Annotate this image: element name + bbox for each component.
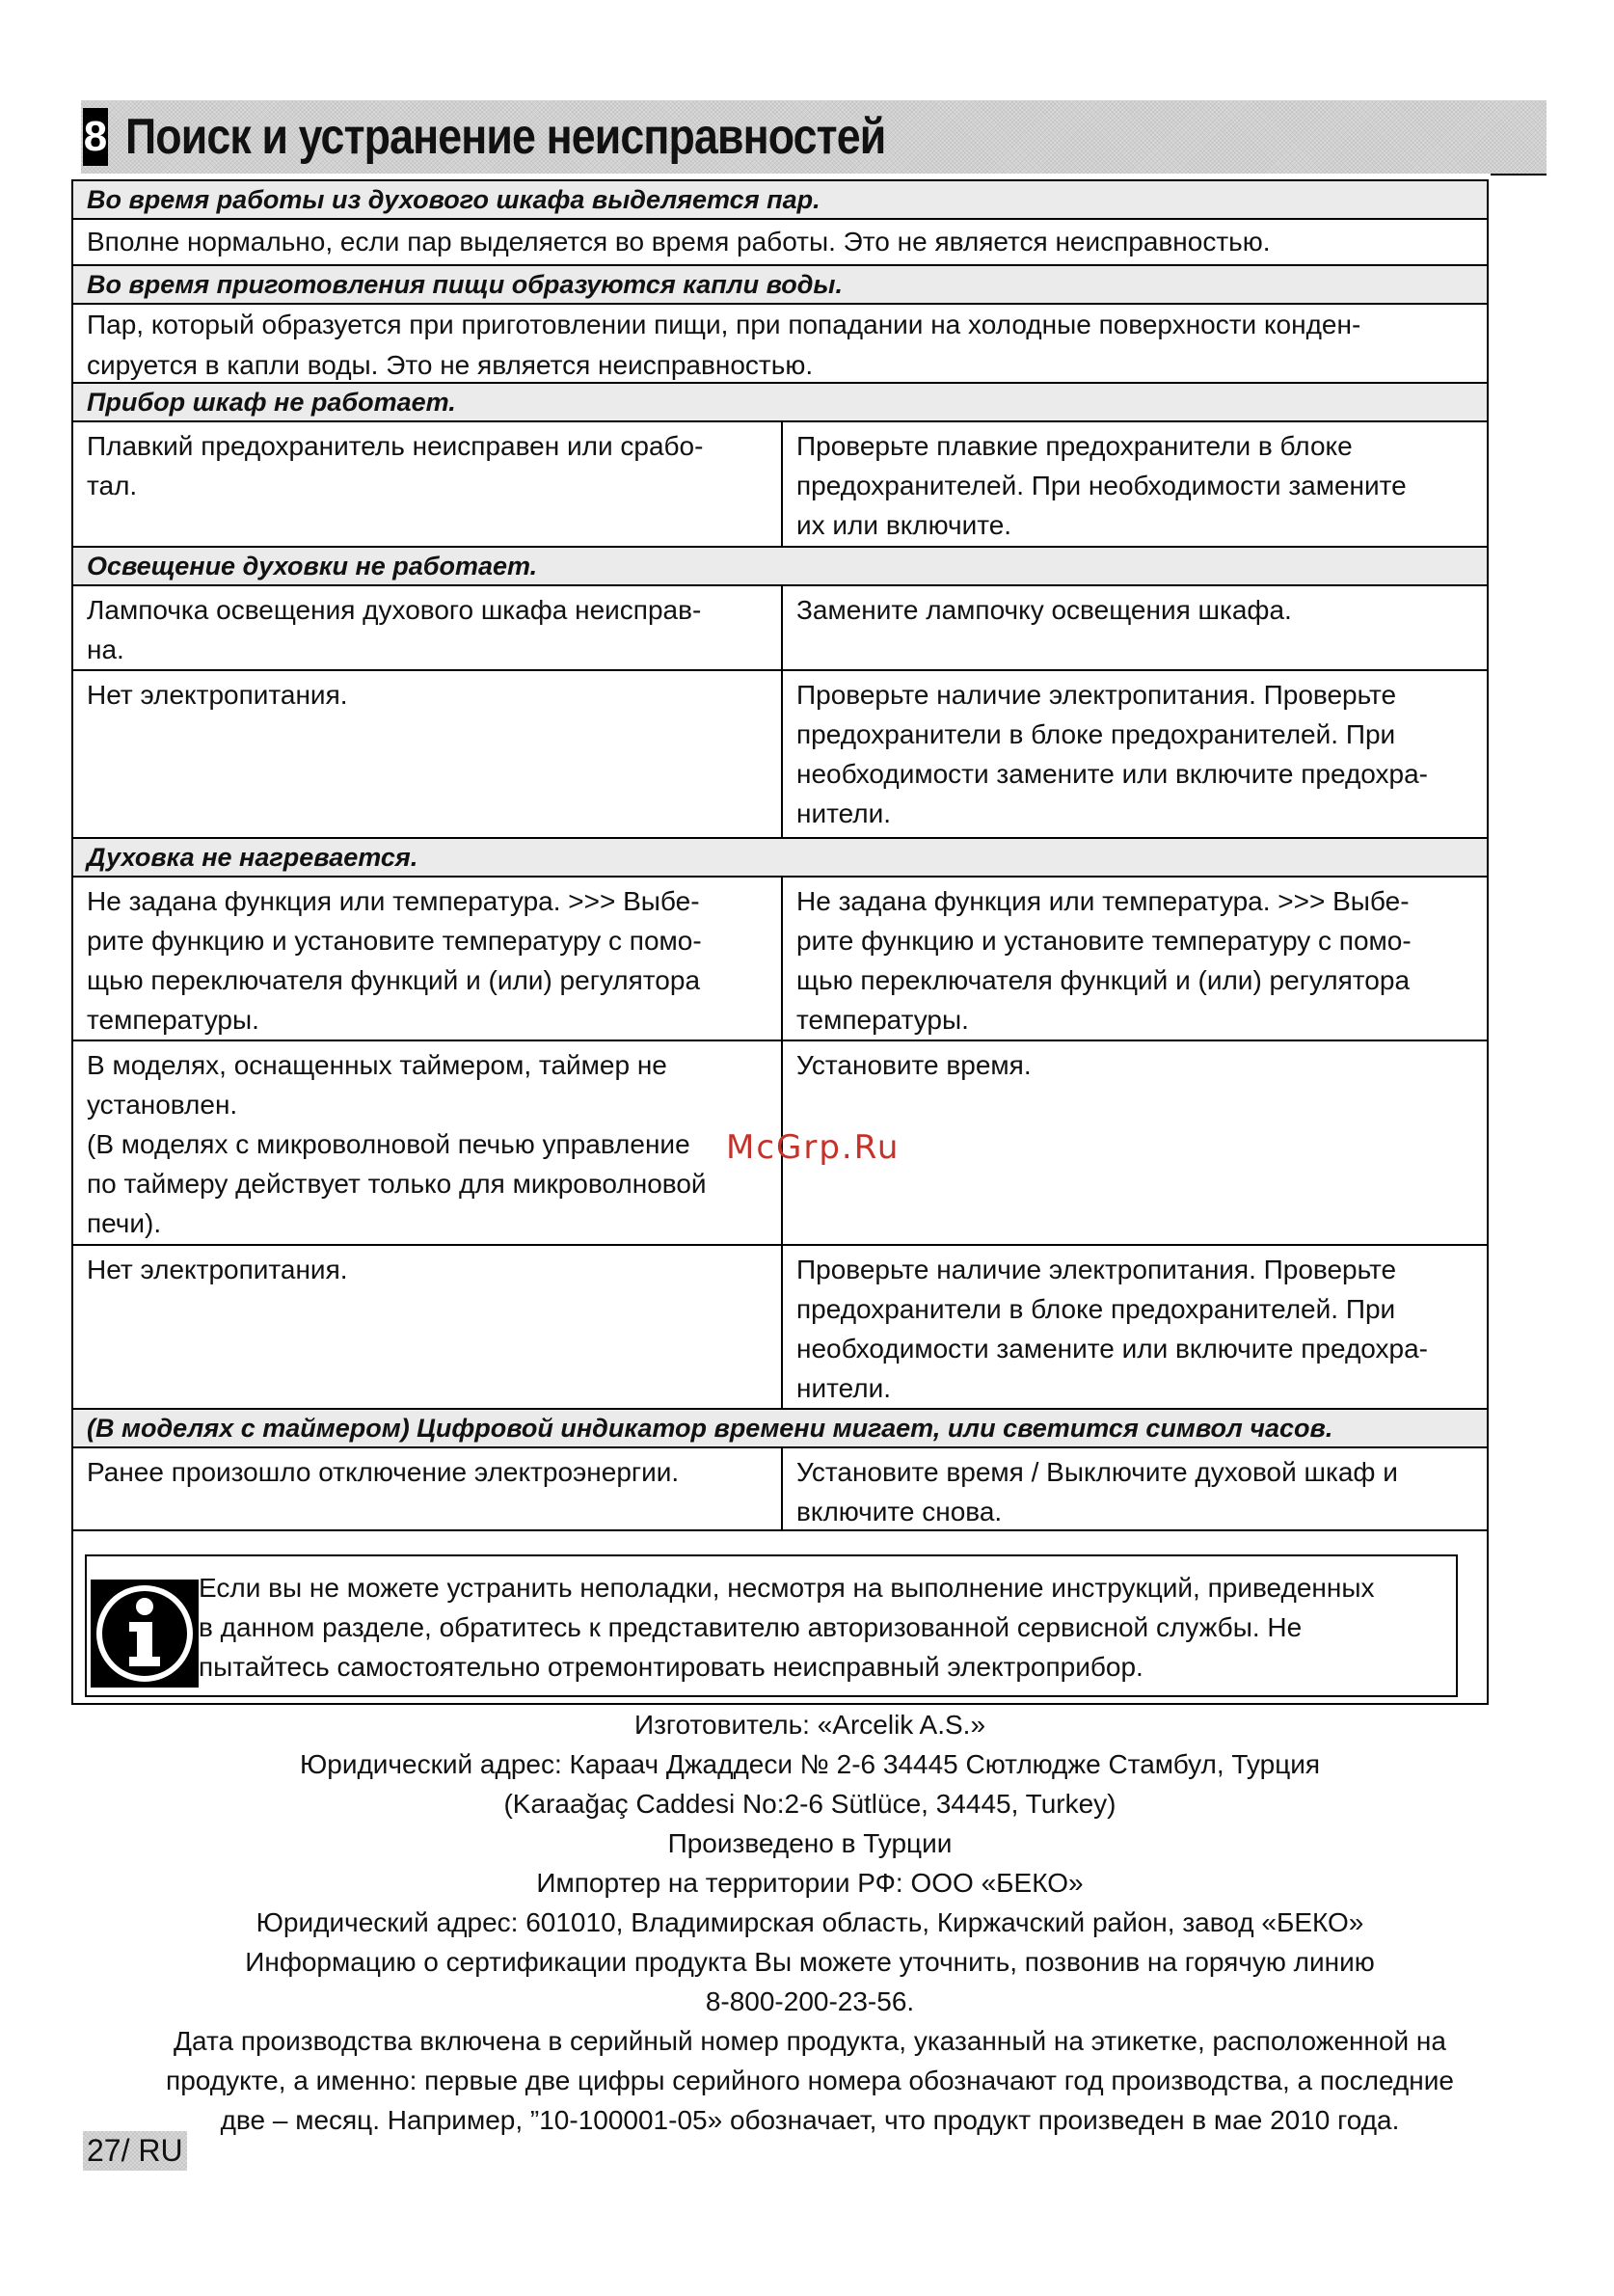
footer-line: две – месяц. Например, ”10-100001-05» обозначает, что продукт произведен в мае 2010 года. xyxy=(220,2105,1400,2135)
cause-text-line: Лампочка освещения духового шкафа неисправ- xyxy=(87,595,702,625)
footer-line: Импортер на территории РФ: ООО «БЕКО» xyxy=(536,1868,1084,1898)
cause-text-line: (В моделях с микроволновой печью управление xyxy=(87,1129,690,1159)
info-note-box xyxy=(85,1554,1458,1697)
problem-heading-text: Духовка не нагревается. xyxy=(87,842,418,872)
cause-text-line: температуры. xyxy=(87,1005,259,1035)
cause-text-line: Ранее произошло отключение электроэнергии. xyxy=(87,1457,680,1487)
cause-text-line: на. xyxy=(87,635,124,664)
cause-remedy-row xyxy=(73,586,1487,671)
cause-text-line: по таймеру действует только для микроволновой xyxy=(87,1169,707,1199)
page-title: Поиск и устранение неисправностей xyxy=(125,109,886,165)
cause-remedy-row xyxy=(73,878,1487,1041)
footer-line: Юридический адрес: Карaач Джаддеси № 2-6 34445 Сютлюдже Стамбул, Турция xyxy=(299,1749,1321,1779)
info-note-line: Если вы не можете устранить неполадки, несмотря на выполнение инструкций, приведенных xyxy=(199,1573,1375,1603)
footer-line: Дата производства включена в серийный номер продукта, указанный на этикетке, расположенной на xyxy=(174,2026,1446,2056)
solution-row xyxy=(73,220,1487,266)
footer-line: 8-800-200-23-56. xyxy=(705,1986,915,2016)
remedy-text-line: щью переключателя функций и (или) регулятора xyxy=(796,965,1411,995)
footer-line: (Karaağaç Caddesi No:2-6 Sütlüce, 34445, Turkey) xyxy=(503,1789,1116,1819)
cause-cell xyxy=(73,586,781,669)
footer-line: продукте, а именно: первые две цифры серийного номера обозначают год производства, а последние xyxy=(166,2066,1454,2095)
problem-heading xyxy=(73,1410,1487,1448)
problem-heading-text: Освещение духовки не работает. xyxy=(87,551,538,581)
solution-text-line: сируется в капли воды. Это не является неисправностью. xyxy=(87,350,814,380)
remedy-text-line: необходимости замените или включите предохра- xyxy=(796,1334,1429,1364)
remedy-text-line: рите функцию и установите температуру с помо- xyxy=(796,926,1412,956)
problem-heading xyxy=(73,384,1487,422)
cause-text-line: Нет электропитания. xyxy=(87,1255,348,1284)
info-note-line: в данном разделе, обратитесь к представителю авторизованной сервисной службы. Не xyxy=(199,1612,1303,1642)
remedy-text-line: необходимости замените или включите предохра- xyxy=(796,759,1429,789)
remedy-text-line: включите снова. xyxy=(796,1497,1003,1526)
cause-text-line: рите функцию и установите температуру с помо- xyxy=(87,926,702,956)
remedy-text-line: Не задана функция или температура. >>> Выбе- xyxy=(796,886,1410,916)
cause-remedy-row xyxy=(73,1448,1487,1531)
cause-text-line: Не задана функция или температура. >>> Выбе- xyxy=(87,886,700,916)
remedy-cell xyxy=(781,1246,1487,1408)
remedy-text-line: Установите время / Выключите духовой шкаф и xyxy=(796,1457,1398,1487)
remedy-text-line: нители. xyxy=(796,1373,892,1403)
header-divider xyxy=(1491,174,1547,176)
remedy-text-line: их или включите. xyxy=(796,510,1012,540)
remedy-cell xyxy=(781,1448,1487,1529)
cause-text-line: щью переключателя функций и (или) регулятора xyxy=(87,965,701,995)
remedy-text-line: Проверьте наличие электропитания. Проверьте xyxy=(796,680,1397,710)
troubleshooting-table xyxy=(71,179,1489,1705)
footer-line: Юридический адрес: 601010, Владимирская область, Киржачский район, завод «БЕКО» xyxy=(256,1907,1364,1937)
cause-cell xyxy=(73,1246,781,1408)
remedy-text-line: температуры. xyxy=(796,1005,969,1035)
remedy-text-line: Проверьте наличие электропитания. Проверьте xyxy=(796,1255,1397,1284)
remedy-text-line: предохранители в блоке предохранителей. При xyxy=(796,1294,1396,1324)
info-note-line: пытайтесь самостоятельно отремонтировать неисправный электроприбор. xyxy=(199,1652,1143,1682)
section-number: 8 xyxy=(83,108,108,166)
solution-text-line: Пар, который образуется при приготовлении пищи, при попадании на холодные поверхности конден- xyxy=(87,310,1361,339)
problem-heading-text: (В моделях с таймером) Цифровой индикатор времени мигает, или светится символ часов. xyxy=(87,1413,1333,1443)
info-icon xyxy=(91,1580,199,1688)
remedy-text-line: Установите время. xyxy=(796,1050,1032,1080)
remedy-cell xyxy=(781,586,1487,669)
footer-line: Произведено в Турции xyxy=(667,1828,953,1858)
cause-remedy-row xyxy=(73,671,1487,839)
problem-heading xyxy=(73,181,1487,220)
cause-cell xyxy=(73,1041,781,1244)
remedy-text-line: предохранители в блоке предохранителей. При xyxy=(796,719,1396,749)
remedy-text-line: Проверьте плавкие предохранители в блоке xyxy=(796,431,1353,461)
cause-cell xyxy=(73,671,781,837)
cause-cell xyxy=(73,422,781,546)
problem-heading-text: Во время приготовления пищи образуются капли воды. xyxy=(87,269,843,299)
footer-line: Изготовитель: «Arcelik A.S.» xyxy=(633,1710,986,1740)
info-note-text xyxy=(199,1568,1452,1687)
solution-row xyxy=(73,305,1487,384)
remedy-text-line: Замените лампочку освещения шкафа. xyxy=(796,595,1292,625)
cause-cell xyxy=(73,1448,781,1529)
cause-text-line: В моделях, оснащенных таймером, таймер не xyxy=(87,1050,667,1080)
cause-text-line: установлен. xyxy=(87,1090,238,1120)
problem-heading xyxy=(73,839,1487,878)
cause-text-line: Нет электропитания. xyxy=(87,680,348,710)
cause-text-line: печи). xyxy=(87,1208,162,1238)
page-number: 27/ RU xyxy=(83,2131,187,2171)
remedy-text-line: нители. xyxy=(796,798,892,828)
problem-heading xyxy=(73,548,1487,586)
remedy-cell xyxy=(781,422,1487,546)
cause-cell xyxy=(73,878,781,1040)
remedy-text-line: предохранителей. При необходимости замените xyxy=(796,471,1407,500)
problem-heading-text: Прибор шкаф не работает. xyxy=(87,387,456,417)
remedy-cell xyxy=(781,671,1487,837)
problem-heading-text: Во время работы из духового шкафа выделяется пар. xyxy=(87,184,820,214)
watermark-text: McGrp.Ru xyxy=(726,1128,901,1167)
cause-text-line: Плавкий предохранитель неисправен или срабо- xyxy=(87,431,704,461)
remedy-cell xyxy=(781,878,1487,1040)
cause-remedy-row xyxy=(73,1246,1487,1410)
manufacturer-info xyxy=(58,1705,1562,2140)
cause-remedy-row xyxy=(73,422,1487,548)
solution-text: Вполне нормально, если пар выделяется во время работы. Это не является неисправностью. xyxy=(87,227,1271,257)
problem-heading xyxy=(73,266,1487,305)
footer-line: Информацию о сертификации продукта Вы можете уточнить, позвонив на горячую линию xyxy=(245,1947,1375,1977)
cause-text-line: тал. xyxy=(87,471,138,500)
